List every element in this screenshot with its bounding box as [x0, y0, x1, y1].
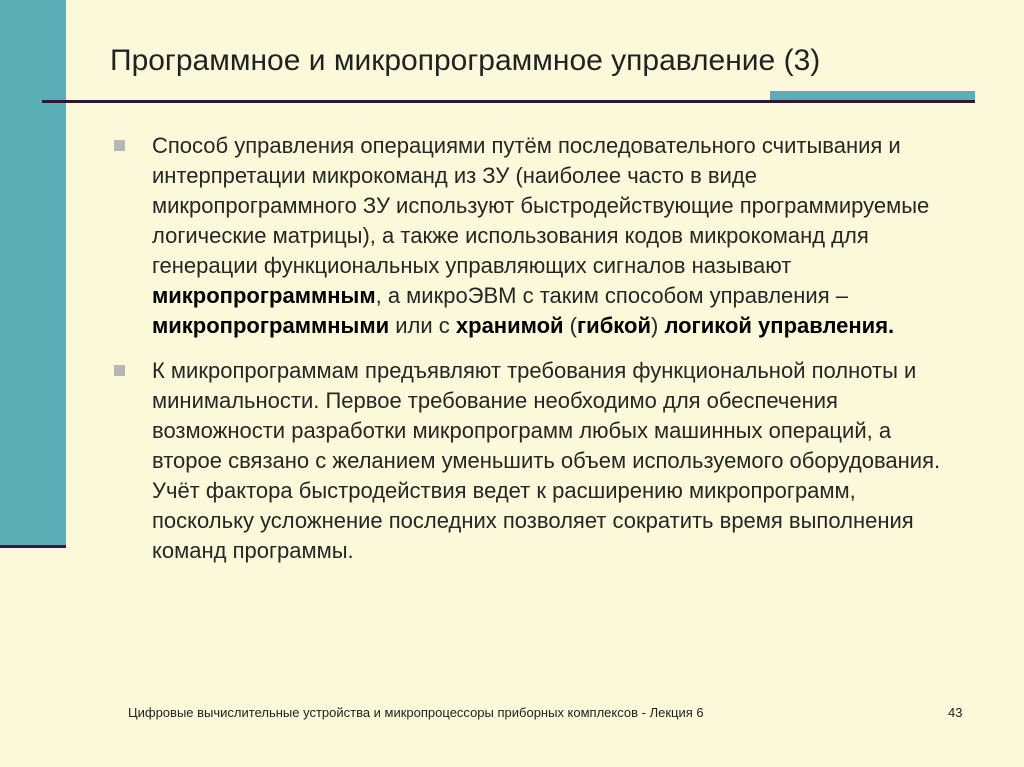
bold-term: хранимой	[455, 313, 564, 338]
left-accent-bar	[0, 0, 66, 545]
square-bullet-icon	[114, 365, 125, 376]
text-segment: К микропрограммам предъявляют требования функциональной полноты и минимальности. Первое требование необходимо для обеспечения возможности разработки микропрограмм любых машинных операций, а второе связано с желанием уменьшить объем используемого оборудования. Учёт фактора быстродействия ведет к расширению микропрограмм, поскольку усложнение последних позволяет сократить время выполнения команд программы.	[152, 358, 941, 563]
text-segment: (	[563, 313, 578, 338]
text-segment: Способ управления операциями путём последовательного считывания и интерпретации микрокоманд из ЗУ (наиболее часто в виде микропрограммного ЗУ используют быстродействующие программируемые логические матрицы), а также использования кодов микрокоманд для генерации функциональных управляющих сигналов называют	[152, 133, 930, 278]
footer-text: Цифровые вычислительные устройства и микропроцессоры приборных комплексов - Лекция 6	[128, 705, 704, 720]
text-segment: или с	[389, 313, 456, 338]
bold-term: логикой управления.	[664, 313, 895, 338]
slide-content	[112, 131, 942, 581]
bullet-text	[152, 358, 940, 563]
bold-term: микропрограммным	[152, 283, 376, 308]
bullet-item-1	[112, 131, 942, 341]
slide-title: Программное и микропрограммное управление (3)	[110, 44, 821, 77]
square-bullet-icon	[114, 140, 125, 151]
text-segment: )	[650, 313, 665, 338]
left-accent-underline	[0, 545, 66, 548]
bullet-text	[152, 133, 929, 338]
bold-term: гибкой	[577, 313, 651, 338]
title-accent-bar	[770, 91, 975, 100]
text-segment: , а микроЭВМ с таким способом управления –	[375, 283, 848, 308]
bold-term: микропрограммными	[152, 313, 390, 338]
title-divider	[42, 100, 975, 103]
page-number: 43	[948, 705, 963, 720]
bullet-item-2	[112, 356, 942, 566]
